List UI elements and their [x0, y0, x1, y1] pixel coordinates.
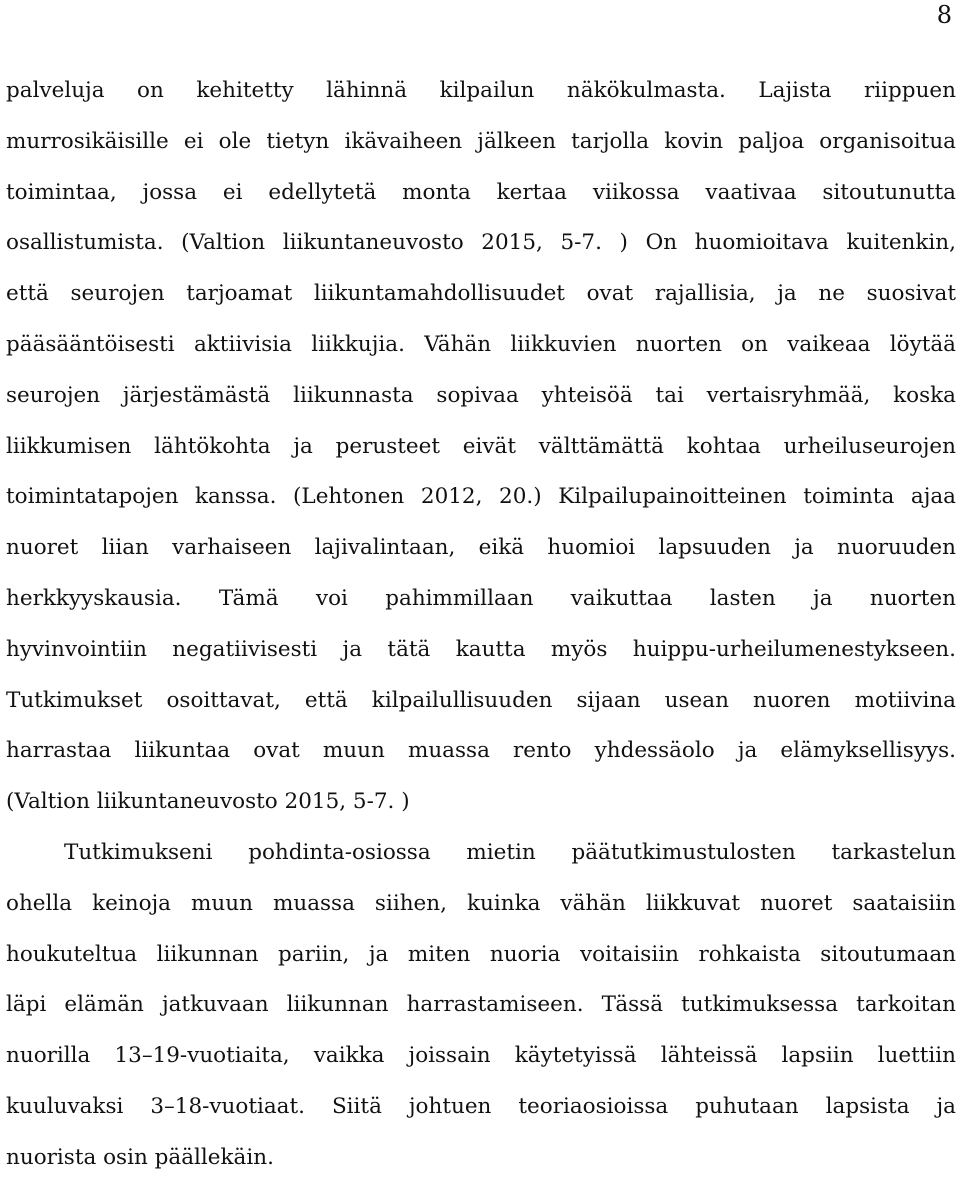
- document-body: [6, 66, 956, 1184]
- text-line: palveluja on kehitetty lähinnä kilpailun näkökulmasta. Lajista riippuen: [6, 78, 956, 103]
- text-line: kuuluvaksi 3–18-vuotiaat. Siitä johtuen teoriaosioissa puhutaan lapsista ja: [6, 1093, 956, 1119]
- text-line: ohella keinoja muun muassa siihen, kuinka vähän liikkuvat nuoret saataisiin: [6, 890, 956, 916]
- text-line: toimintaa, jossa ei edellytetä monta kertaa viikossa vaativaa sitoutunutta: [6, 179, 956, 205]
- text-line: hyvinvointiin negatiivisesti ja tätä kautta myös huippu-urheilumenestykseen.: [6, 636, 956, 662]
- paragraph-1: [6, 66, 956, 828]
- text-line: pääsääntöisesti aktiivisia liikkujia. Vähän liikkuvien nuorten on vaikeaa löytää: [6, 331, 956, 357]
- text-line: herkkyyskausia. Tämä voi pahimmillaan vaikuttaa lasten ja nuorten: [6, 585, 956, 611]
- text-line: läpi elämän jatkuvaan liikunnan harrastamiseen. Tässä tutkimuksessa tarkoitan: [6, 992, 956, 1018]
- text-line: nuoret liian varhaiseen lajivalintaan, eikä huomioi lapsuuden ja nuoruuden: [6, 535, 956, 561]
- text-line: että seurojen tarjoamat liikuntamahdollisuudet ovat rajallisia, ja ne suosivat: [6, 281, 956, 307]
- text-line: nuorista osin päällekäin.: [6, 1144, 274, 1170]
- text-line: houkuteltua liikunnan pariin, ja miten nuoria voitaisiin rohkaista sitoutumaan: [6, 941, 956, 967]
- text-line: (Valtion liikuntaneuvosto 2015, 5-7. ): [6, 789, 410, 815]
- text-line: Tutkimukseni pohdinta-osiossa mietin päätutkimustulosten tarkastelun: [64, 839, 956, 865]
- page-number: 8: [936, 1, 952, 29]
- text-line: murrosikäisille ei ole tietyn ikävaiheen jälkeen tarjolla kovin paljoa organisoitua: [6, 128, 956, 154]
- text-line: nuorilla 13–19-vuotiaita, vaikka joissain käytetyissä lähteissä lapsiin luettiin: [6, 1043, 956, 1069]
- text-line: osallistumista. (Valtion liikuntaneuvosto 2015, 5-7. ) On huomioitava kuitenkin,: [6, 230, 956, 256]
- text-line: seurojen järjestämästä liikunnasta sopivaa yhteisöä tai vertaisryhmää, koska: [6, 382, 956, 408]
- text-line: harrastaa liikuntaa ovat muun muassa rento yhdessäolo ja elämyksellisyys.: [6, 738, 956, 764]
- text-line: toimintatapojen kanssa. (Lehtonen 2012, 20.) Kilpailupainoitteinen toiminta ajaa: [6, 484, 956, 510]
- paragraph-2: [6, 828, 956, 1184]
- text-line: Tutkimukset osoittavat, että kilpailullisuuden sijaan usean nuoren motiivina: [6, 687, 956, 713]
- text-line: liikkumisen lähtökohta ja perusteet eivät välttämättä kohtaa urheiluseurojen: [6, 433, 956, 459]
